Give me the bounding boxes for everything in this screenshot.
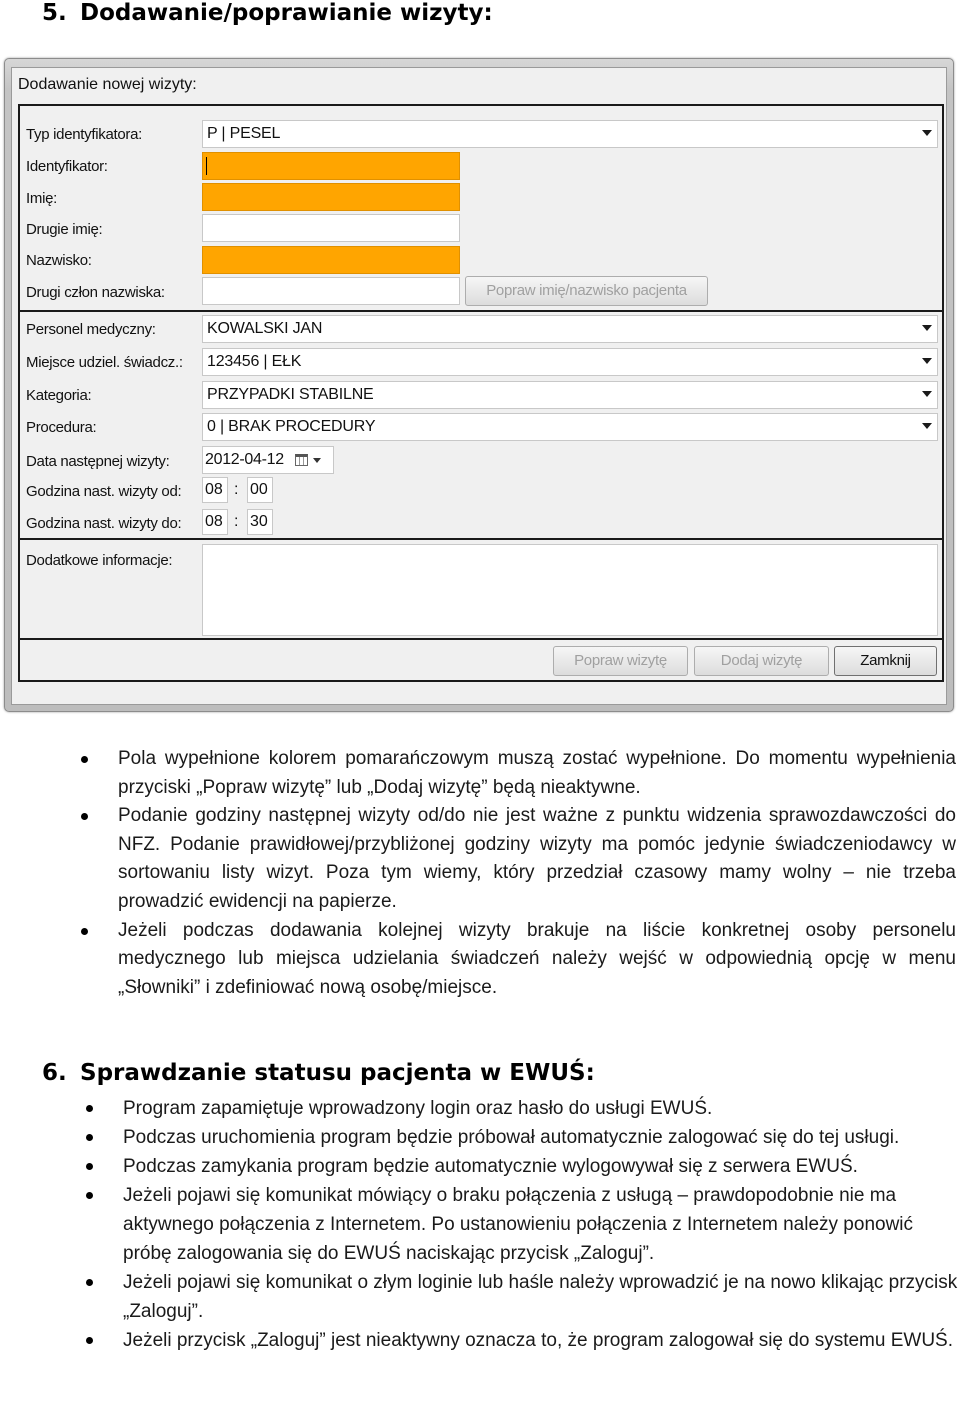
- id-type-value: P | PESEL: [207, 125, 281, 142]
- dropdown-arrow-icon[interactable]: [922, 130, 932, 136]
- dropdown-arrow-icon[interactable]: [922, 423, 932, 429]
- list-item: Jeżeli pojawi się komunikat mówiący o braku połączenia z usługą – prawdopodobnie nie ma aktywnego połączenia z Internetem. Po ustanowieniu połączenia z Internetem należy ponowić próbę zalogowania się do EWUŚ naciskając przycisk „Zaloguj”.: [123, 1181, 958, 1268]
- identifier-label: Identyfikator:: [26, 158, 108, 175]
- dropdown-arrow-icon[interactable]: [313, 458, 321, 463]
- time-from-label: Godzina nast. wizyty od:: [26, 483, 182, 500]
- category-label: Kategoria:: [26, 387, 92, 404]
- staff-label: Personel medyczny:: [26, 321, 156, 338]
- list-item: Podanie godziny następnej wizyty od/do nie jest ważne z punktu widzenia sprawozdawczości do NFZ. Podanie prawidłowej/przybliżonej godziny wizyty ma pomóc jedynie świadczeniodawcy w sortowaniu listy wizyt. Poza tym wiemy, który przedział czasowy mamy wolny – nie trzeba prowadzić ewidencji na papierze.: [118, 802, 956, 916]
- category-value: PRZYPADKI STABILNE: [207, 386, 374, 403]
- surname-label: Nazwisko:: [26, 252, 92, 269]
- first-name-input[interactable]: [202, 183, 460, 211]
- divider: [18, 104, 20, 682]
- surname-input[interactable]: [202, 246, 460, 274]
- place-value: 123456 | EŁK: [207, 353, 302, 370]
- next-date-label: Data następnej wizyty:: [26, 453, 170, 470]
- time-to-hour[interactable]: 08: [202, 509, 228, 535]
- time-from-minute[interactable]: 00: [247, 477, 273, 503]
- place-select[interactable]: [202, 348, 938, 376]
- close-button[interactable]: Zamknij: [834, 646, 937, 676]
- surname-second-label: Drugi człon nazwiska:: [26, 284, 165, 301]
- list-item: Jeżeli pojawi się komunikat o złym loginie lub haśle należy wprowadzić je na nowo klikając przycisk „Zaloguj”.: [123, 1268, 958, 1326]
- extra-info-textarea[interactable]: [202, 544, 938, 636]
- fix-visit-button[interactable]: Popraw wizytę: [553, 646, 688, 676]
- second-name-input[interactable]: [202, 214, 460, 242]
- id-type-select[interactable]: [202, 120, 938, 148]
- section-5-bullet-list: [118, 745, 956, 1002]
- time-to-minute[interactable]: 30: [247, 509, 273, 535]
- category-select[interactable]: [202, 381, 938, 409]
- dialog-title: Dodawanie nowej wizyty:: [18, 76, 197, 93]
- dialog-client-area: [11, 67, 947, 705]
- divider: [942, 104, 944, 682]
- add-visit-dialog: [4, 58, 954, 712]
- list-item: Jeżeli przycisk „Zaloguj” jest nieaktywny oznacza to, że program zalogował się do systemu EWUŚ.: [123, 1326, 958, 1355]
- place-label: Miejsce udziel. świadcz.:: [26, 354, 183, 371]
- section-title: Dodawanie/poprawianie wizyty:: [80, 0, 493, 26]
- section-6-bullet-list: [123, 1094, 958, 1355]
- next-date-picker[interactable]: [202, 446, 334, 474]
- section-6-heading: [42, 1060, 595, 1086]
- add-visit-button[interactable]: Dodaj wizytę: [694, 646, 829, 676]
- time-to-label: Godzina nast. wizyty do:: [26, 515, 182, 532]
- section-5-heading: [42, 0, 493, 26]
- time-separator: :: [234, 481, 239, 498]
- procedure-value: 0 | BRAK PROCEDURY: [207, 418, 376, 435]
- divider: [18, 638, 944, 640]
- dropdown-arrow-icon[interactable]: [922, 325, 932, 331]
- first-name-label: Imię:: [26, 190, 58, 207]
- section-number: 5.: [42, 0, 67, 26]
- id-type-label: Typ identyfikatora:: [26, 126, 143, 143]
- extra-info-label: Dodatkowe informacje:: [26, 552, 173, 569]
- text-caret: [206, 157, 207, 175]
- divider: [18, 538, 944, 540]
- next-date-value: 2012-04-12: [205, 451, 284, 468]
- staff-value: KOWALSKI JAN: [207, 320, 323, 337]
- staff-select[interactable]: [202, 315, 938, 343]
- list-item: Program zapamiętuje wprowadzony login oraz hasło do usługi EWUŚ.: [123, 1094, 958, 1123]
- time-from-hour[interactable]: 08: [202, 477, 228, 503]
- calendar-icon[interactable]: [295, 454, 308, 466]
- second-name-label: Drugie imię:: [26, 221, 103, 238]
- procedure-label: Procedura:: [26, 419, 97, 436]
- list-item: Podczas uruchomienia program będzie próbował automatycznie zalogować się do tej usługi.: [123, 1123, 958, 1152]
- section-title: Sprawdzanie statusu pacjenta w EWUŚ:: [80, 1060, 595, 1086]
- surname-second-input[interactable]: [202, 277, 460, 305]
- list-item: Jeżeli podczas dodawania kolejnej wizyty brakuje na liście konkretnej osoby personelu medycznego lub miejsca udzielania świadczeń należy wejść w odpowiednią opcję w menu „Słowniki” i zdefiniować nową osobę/miejsce.: [118, 917, 956, 1003]
- divider: [18, 310, 944, 312]
- list-item: Pola wypełnione kolorem pomarańczowym muszą zostać wypełnione. Do momentu wypełnienia przyciski „Popraw wizytę” lub „Dodaj wizytę” będą nieaktywne.: [118, 745, 956, 802]
- dropdown-arrow-icon[interactable]: [922, 358, 932, 364]
- list-item: Podczas zamykania program będzie automatycznie wylogowywał się z serwera EWUŚ.: [123, 1152, 958, 1181]
- time-separator: :: [234, 513, 239, 530]
- dropdown-arrow-icon[interactable]: [922, 391, 932, 397]
- procedure-select[interactable]: [202, 413, 938, 441]
- identifier-input[interactable]: [202, 152, 460, 180]
- fix-name-button[interactable]: Popraw imię/nazwisko pacjenta: [465, 276, 708, 306]
- divider: [18, 680, 944, 682]
- section-number: 6.: [42, 1060, 67, 1086]
- divider: [18, 104, 944, 106]
